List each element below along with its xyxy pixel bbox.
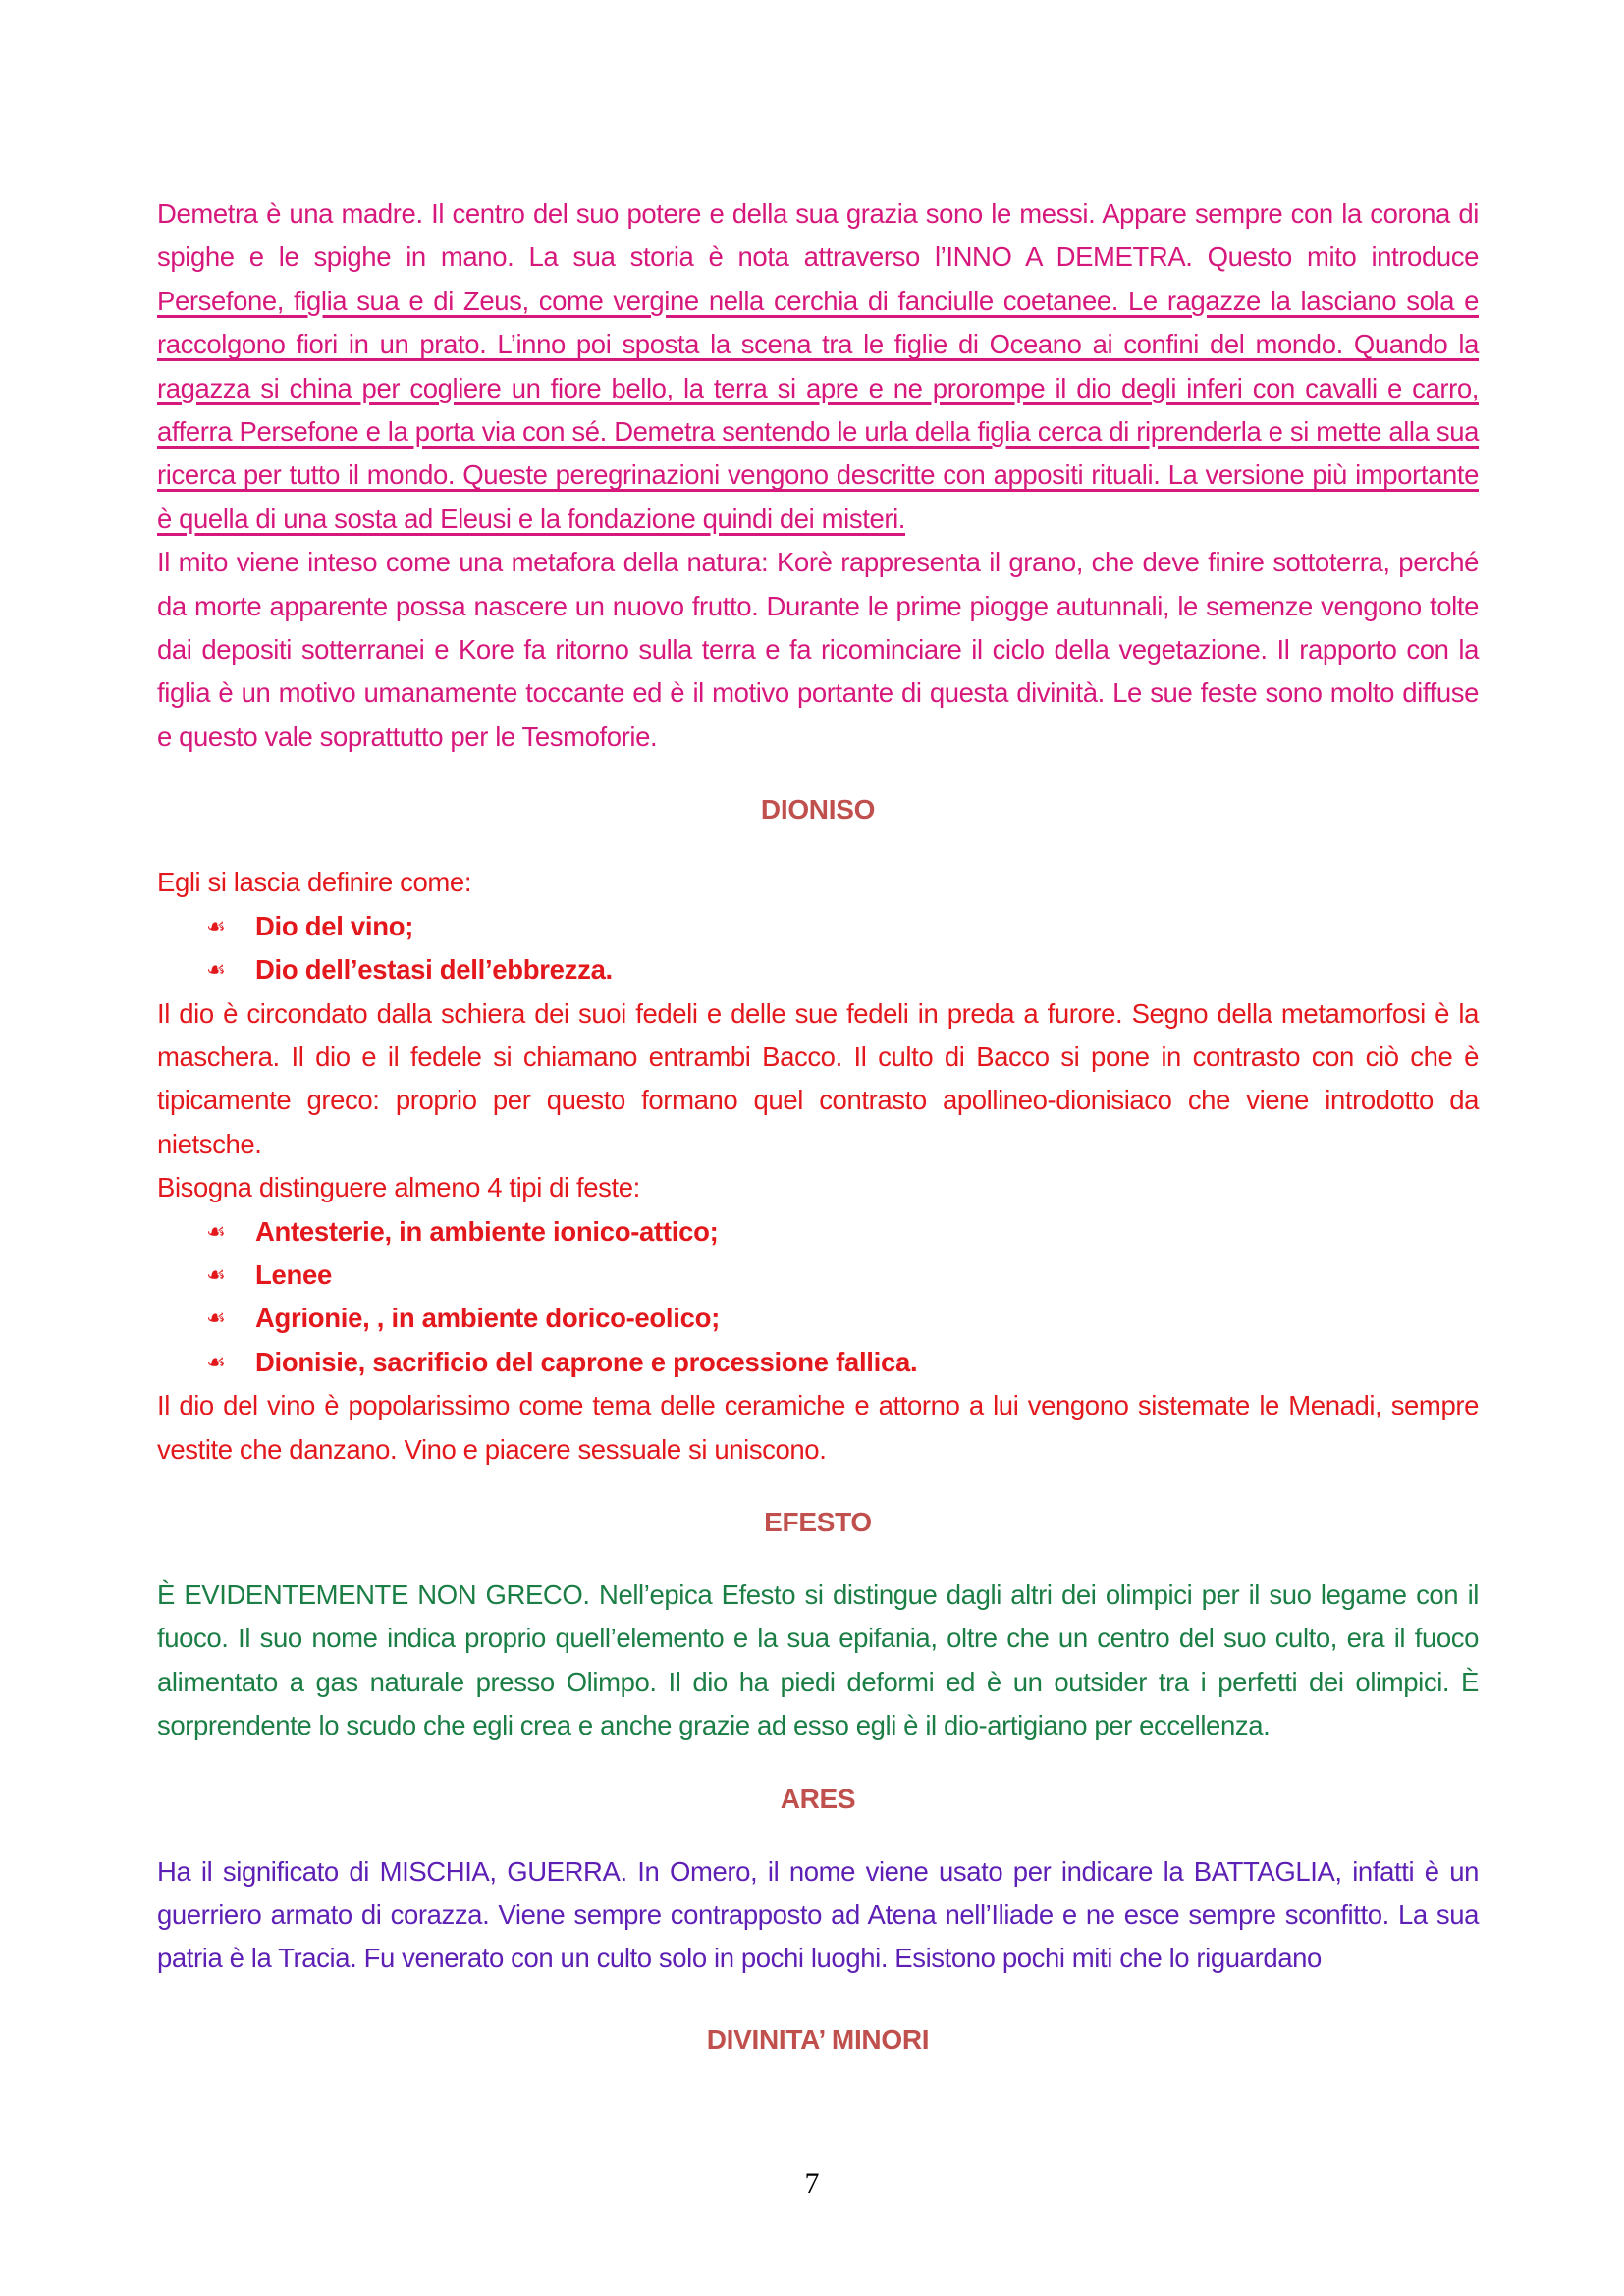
ares-heading: ARES bbox=[780, 1783, 856, 1814]
list-item: ☙ Antesterie, in ambiente ionico-attico; bbox=[206, 1210, 1479, 1254]
list-item: ☙ Lenee bbox=[206, 1254, 1479, 1297]
efesto-heading: EFESTO bbox=[764, 1506, 872, 1537]
list-item: ☙ Dio del vino; bbox=[206, 905, 1479, 948]
dioniso-heading: DIONISO bbox=[760, 794, 876, 826]
ornament-bullet-icon: ☙ bbox=[206, 957, 226, 983]
ares-paragraph: Ha il significato di MISCHIA, GUERRA. In Omero, il nome viene usato per indicare la BATTAGLIA, infatti è un guerriero armato di corazza. Viene sempre contrapposto ad Atena nell’Iliade e ne esce sempre sconfitto. La sua patria è la Tracia. Fu venerato con un culto solo in pochi luoghi. Esistono pochi miti che lo riguardano bbox=[157, 1855, 1479, 1974]
page-content bbox=[157, 192, 1479, 2061]
ornament-bullet-icon: ☙ bbox=[206, 1218, 226, 1244]
dioniso-body-paragraph: Il dio è circondato dalla schiera dei suoi fedeli e delle sue fedeli in preda a furore. Segno della metamorfosi è la maschera. Il dio e il fedele si chiamano entrambi Bacco. Il culto di Bacco si pone in contrasto con ciò che è tipicamente greco: proprio per questo formano quel contrasto apollineo-dionisiaco che viene introdotto da nietsche. bbox=[157, 997, 1479, 1159]
list-item: ☙ Dionisie, sacrificio del caprone e processione fallica. bbox=[206, 1341, 1479, 1384]
list-item: ☙ Dio dell’estasi dell’ebbrezza. bbox=[206, 948, 1479, 991]
demetra-myth-paragraph: Il mito viene inteso come una metafora della natura: Korè rappresenta il grano, che deve finire sottoterra, perché da morte apparente possa nascere un nuovo frutto. Durante le prime piogge autunnali, le semenze vengono tolte dai depositi sotterranei e Kore fa ritorno sulla terra e fa ricominciare il ciclo della vegetazione. Il rapporto con la figlia è un motivo umanamente toccante ed è il motivo portante di questa divinità. Le sue feste sono molto diffuse e questo vale soprattutto per le Tesmoforie. bbox=[157, 547, 1479, 752]
ornament-bullet-icon: ☙ bbox=[206, 1349, 226, 1374]
efesto-paragraph: È EVIDENTEMENTE NON GRECO. Nell’epica Efesto si distingue dagli altri dei olimpici per il suo legame con il fuoco. Il suo nome indica proprio quell’elemento e la sua epifania, oltre che un centro del suo culto, era il fuoco alimentato a gas naturale presso Olimpo. Il dio ha piedi deformi ed è un outsider tra i perfetti dei olimpici. È sorprendente lo scudo che egli crea e anche grazie ad esso egli è il dio-artigiano per eccellenza. bbox=[157, 1578, 1479, 1741]
dioniso-lead: Egli si lascia definire come: bbox=[157, 867, 472, 898]
ornament-bullet-icon: ☙ bbox=[206, 1261, 226, 1287]
list-item: ☙ Agrionie, , in ambiente dorico-eolico; bbox=[206, 1297, 1479, 1340]
demetra-underlined-text: Persefone, figlia sua e di Zeus, come vergine nella cerchia di fanciulle coetanee. Le ragazze la lasciano sola e raccolgono fiori in un prato. L’inno poi sposta la scena tra le figlie di Oceano ai confini del mondo. Quando la ragazza si china per cogliere un fiore bello, la terra si apre e ne prorompe il dio degli inferi con cavalli e carro, afferra Persefone e la porta via con sé. Demetra sentendo le urla della figlia cerca di riprenderla e si mette alla sua ricerca per tutto il mondo. Queste peregrinazioni vengono descritte con appositi rituali. La versione più importante è quella di una sosta ad Eleusi e la fondazione quindi dei misteri. bbox=[157, 285, 1479, 534]
dioniso-festivals-lead: Bisogna distinguere almeno 4 tipi di feste: bbox=[157, 1172, 640, 1203]
ornament-bullet-icon: ☙ bbox=[206, 1306, 226, 1331]
demetra-paragraph bbox=[157, 192, 1479, 541]
divinita-minori-heading: DIVINITA’ MINORI bbox=[706, 2023, 930, 2055]
page-number: 7 bbox=[804, 2167, 820, 2200]
ornament-bullet-icon: ☙ bbox=[206, 913, 226, 938]
demetra-intro-text: Demetra è una madre. Il centro del suo potere e della sua grazia sono le messi. Appare sempre con la corona di spighe e le spighe in mano. La sua storia è nota attraverso l’INNO A DEMETRA. Questo mito introduce bbox=[157, 198, 1479, 273]
dioniso-closing-paragraph: Il dio del vino è popolarissimo come tema delle ceramiche e attorno a lui vengono sistemate le Menadi, sempre vestite che danzano. Vino e piacere sessuale si uniscono. bbox=[157, 1390, 1479, 1465]
dioniso-festivals-list bbox=[157, 1210, 1479, 1385]
dioniso-definitions-list bbox=[157, 905, 1479, 992]
